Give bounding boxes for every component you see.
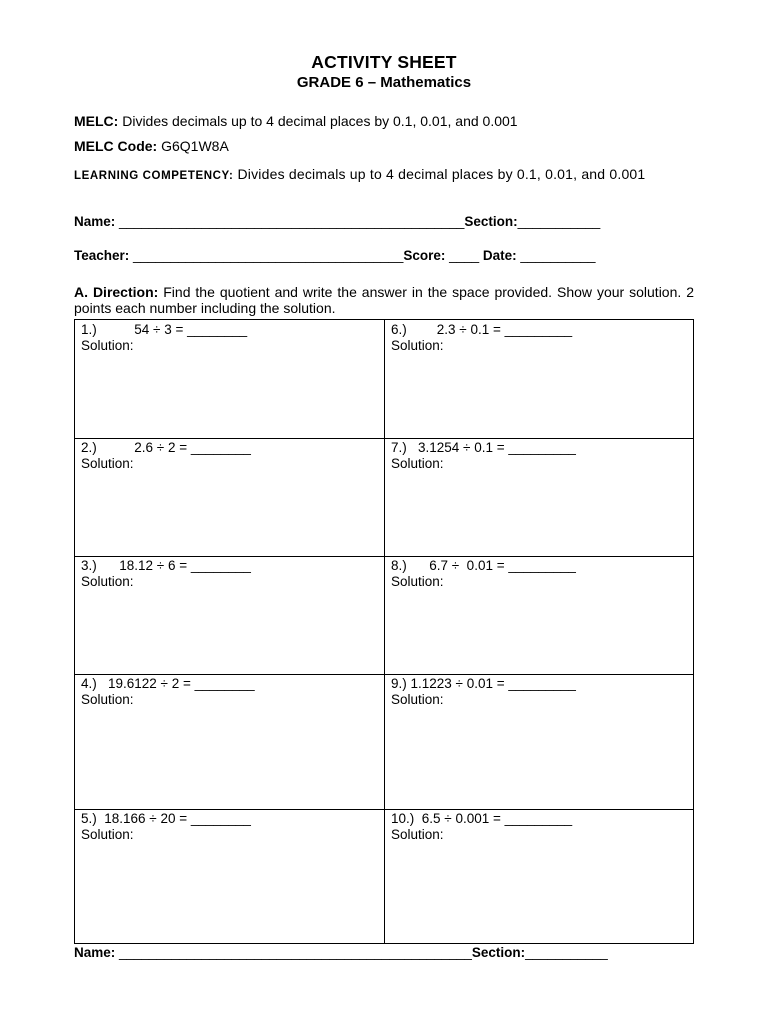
teacher-field[interactable]: ____________________________________ bbox=[129, 248, 404, 263]
score-field[interactable]: ____ bbox=[445, 248, 483, 263]
problem-text: 10.) 6.5 ÷ 0.001 = _________ bbox=[391, 811, 573, 826]
footer-name-field[interactable]: _______________________________________________ bbox=[115, 945, 472, 960]
melc-text: Divides decimals up to 4 decimal places by 0.1, 0.01, and 0.001 bbox=[118, 113, 518, 129]
solution-label: Solution: bbox=[391, 827, 444, 842]
problem-cell-1[interactable] bbox=[75, 320, 384, 438]
name-label: Name: bbox=[74, 214, 116, 229]
solution-label: Solution: bbox=[81, 456, 134, 471]
solution-label: Solution: bbox=[391, 338, 444, 353]
solution-label: Solution: bbox=[81, 827, 134, 842]
problem-text: 8.) 6.7 ÷ 0.01 = _________ bbox=[391, 558, 576, 573]
problem-cell-9[interactable] bbox=[385, 674, 693, 809]
teacher-label: Teacher: bbox=[74, 248, 130, 263]
problem-cell-8[interactable] bbox=[385, 556, 693, 674]
date-field[interactable]: __________ bbox=[516, 248, 596, 263]
learning-competency bbox=[74, 161, 694, 189]
melc-code-line bbox=[74, 137, 694, 155]
teacher-row bbox=[74, 247, 694, 265]
section-label: Section: bbox=[464, 214, 518, 229]
melc-line bbox=[74, 112, 694, 130]
section-field[interactable]: ___________ bbox=[517, 214, 601, 229]
problem-text: 6.) 2.3 ÷ 0.1 = _________ bbox=[391, 322, 573, 337]
problem-cell-10[interactable] bbox=[385, 809, 693, 943]
date-label: Date: bbox=[482, 248, 517, 263]
problem-text: 4.) 19.6122 ÷ 2 = ________ bbox=[81, 676, 255, 691]
sheet-title: ACTIVITY SHEET bbox=[311, 52, 457, 72]
direction-label: A. Direction: bbox=[74, 284, 159, 300]
score-label: Score: bbox=[403, 248, 446, 263]
competency-text: Divides decimals up to 4 decimal places by 0.1, 0.01, and 0.001 bbox=[233, 166, 646, 182]
problem-cell-3[interactable] bbox=[75, 556, 384, 674]
problem-cell-6[interactable] bbox=[385, 320, 693, 438]
problem-text: 7.) 3.1254 ÷ 0.1 = _________ bbox=[391, 440, 576, 455]
problem-text: 2.) 2.6 ÷ 2 = ________ bbox=[81, 440, 251, 455]
activity-sheet-page bbox=[74, 0, 694, 1024]
problem-cell-2[interactable] bbox=[75, 438, 384, 556]
direction-text bbox=[74, 284, 694, 316]
problem-text: 9.) 1.1223 ÷ 0.01 = _________ bbox=[391, 676, 576, 691]
melc-code-text: G6Q1W8A bbox=[157, 138, 229, 154]
footer-name-label: Name: bbox=[74, 945, 116, 960]
competency-label: LEARNING COMPETENCY: bbox=[74, 170, 234, 182]
problem-text: 5.) 18.166 ÷ 20 = ________ bbox=[81, 811, 251, 826]
solution-label: Solution: bbox=[81, 692, 134, 707]
solution-label: Solution: bbox=[391, 574, 444, 589]
footer-name-row bbox=[74, 944, 694, 962]
solution-label: Solution: bbox=[81, 338, 134, 353]
solution-label: Solution: bbox=[391, 456, 444, 471]
direction-body: Find the quotient and write the answer in the space provided. Show your solution. 2 points each number including the solution. bbox=[74, 284, 694, 316]
problem-text: 3.) 18.12 ÷ 6 = ________ bbox=[81, 558, 251, 573]
footer-section-field[interactable]: ___________ bbox=[525, 945, 608, 960]
problem-cell-4[interactable] bbox=[75, 674, 384, 809]
melc-code-label: MELC Code: bbox=[74, 138, 158, 154]
problem-cell-7[interactable] bbox=[385, 438, 693, 556]
problem-cell-5[interactable] bbox=[75, 809, 384, 943]
sheet-subtitle: GRADE 6 – Mathematics bbox=[296, 74, 472, 91]
solution-label: Solution: bbox=[391, 692, 444, 707]
solution-label: Solution: bbox=[81, 574, 134, 589]
name-field[interactable]: ______________________________________________ bbox=[115, 214, 465, 229]
problems-grid bbox=[74, 319, 694, 944]
footer-section-label: Section: bbox=[471, 945, 526, 960]
problem-text: 1.) 54 ÷ 3 = ________ bbox=[81, 322, 248, 337]
melc-label: MELC: bbox=[74, 113, 119, 129]
name-row bbox=[74, 213, 694, 231]
